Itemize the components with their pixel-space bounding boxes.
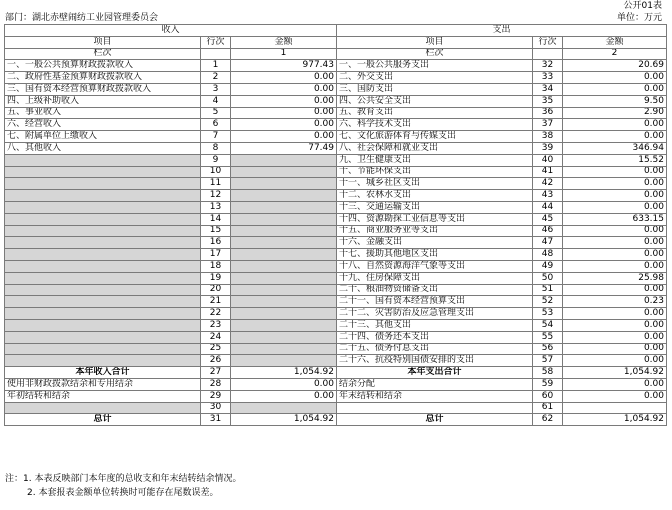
expense-amount-cell: 0.00 (563, 72, 667, 84)
income-seq-cell: 19 (201, 272, 231, 284)
income-item-cell (5, 343, 201, 355)
expense-item-cell: 一、一般公共服务支出 (337, 60, 533, 72)
income-seq-cell: 14 (201, 213, 231, 225)
income-seq-cell: 21 (201, 296, 231, 308)
income-item-cell (5, 237, 201, 249)
expense-item-cell: 十七、援助其他地区支出 (337, 249, 533, 261)
expense-seq-cell: 44 (533, 201, 563, 213)
expense-item-cell: 十二、农林水支出 (337, 190, 533, 202)
expense-seq-cell: 53 (533, 308, 563, 320)
expense-amount-cell: 0.00 (563, 166, 667, 178)
expense-amount-cell: 0.00 (563, 178, 667, 190)
income-amount-cell (231, 308, 337, 320)
income-item-cell: 六、经营收入 (5, 119, 201, 131)
income-amount-cell: 0.00 (231, 107, 337, 119)
table-row (5, 319, 667, 331)
income-grand-total-amount: 1,054.92 (231, 414, 337, 426)
income-total-amount: 1,054.92 (231, 367, 337, 379)
expense-seq-cell: 52 (533, 296, 563, 308)
income-amount-cell (231, 272, 337, 284)
expense-amount-cell: 0.00 (563, 378, 667, 390)
income-seq-cell: 7 (201, 131, 231, 143)
expense-seq-cell: 47 (533, 237, 563, 249)
income-grand-total-seq: 31 (201, 414, 231, 426)
income-item-cell (5, 296, 201, 308)
table-row (5, 343, 667, 355)
income-item-cell: 一、一般公共预算财政拨款收入 (5, 60, 201, 72)
income-seq-cell: 2 (201, 72, 231, 84)
expense-amount-cell: 0.00 (563, 201, 667, 213)
expense-section-header: 支出 (337, 25, 667, 37)
expense-amount-cell (563, 402, 667, 414)
expense-seq-cell: 46 (533, 225, 563, 237)
form-number: 公开01表 (623, 1, 662, 11)
expense-item-cell: 十四、资源勘探工业信息等支出 (337, 213, 533, 225)
expense-seq-cell: 54 (533, 319, 563, 331)
expense-column-number: 2 (563, 48, 667, 60)
expense-amount-cell: 0.00 (563, 249, 667, 261)
income-section-header: 收入 (5, 25, 337, 37)
income-item-cell: 三、国有资本经营预算财政拨款收入 (5, 83, 201, 95)
income-item-cell: 四、上级补助收入 (5, 95, 201, 107)
expense-grand-total-seq: 62 (533, 414, 563, 426)
income-amount-cell (231, 331, 337, 343)
table-row (5, 190, 667, 202)
expense-item-cell: 四、公共安全支出 (337, 95, 533, 107)
expense-item-cell: 结余分配 (337, 378, 533, 390)
income-seq-cell: 12 (201, 190, 231, 202)
income-seq-cell: 6 (201, 119, 231, 131)
expense-seq-cell: 57 (533, 355, 563, 367)
income-amount-cell: 0.00 (231, 72, 337, 84)
income-seq-cell: 16 (201, 237, 231, 249)
income-item-cell (5, 178, 201, 190)
table-row (5, 60, 667, 72)
income-column-number: 1 (231, 48, 337, 60)
expense-seq-cell: 48 (533, 249, 563, 261)
income-amount-cell (231, 355, 337, 367)
table-row (5, 402, 667, 414)
income-amount-cell: 977.43 (231, 60, 337, 72)
table-row (5, 296, 667, 308)
income-item-cell: 使用非财政拨款结余和专用结余 (5, 378, 201, 390)
income-amount-cell (231, 154, 337, 166)
income-seq-cell: 30 (201, 402, 231, 414)
expense-item-header: 项目 (337, 36, 533, 48)
income-item-cell: 二、政府性基金预算财政拨款收入 (5, 72, 201, 84)
expense-item-cell: 十、节能环保支出 (337, 166, 533, 178)
table-row (5, 378, 667, 390)
income-item-cell (5, 308, 201, 320)
income-amount-cell: 0.00 (231, 83, 337, 95)
expense-grand-total-label: 总计 (337, 414, 533, 426)
expense-seq-cell: 43 (533, 190, 563, 202)
expense-total-seq: 58 (533, 367, 563, 379)
income-item-cell (5, 154, 201, 166)
income-amount-cell (231, 225, 337, 237)
expense-seq-cell: 38 (533, 131, 563, 143)
expense-seq-cell: 33 (533, 72, 563, 84)
income-amount-cell (231, 284, 337, 296)
income-seq-cell: 26 (201, 355, 231, 367)
expense-item-cell: 二、外交支出 (337, 72, 533, 84)
income-amount-cell: 0.00 (231, 390, 337, 402)
column-index-row (5, 48, 667, 60)
budget-table (4, 24, 667, 426)
income-seq-cell: 4 (201, 95, 231, 107)
income-seq-cell: 8 (201, 142, 231, 154)
income-seq-cell: 9 (201, 154, 231, 166)
income-amount-cell: 0.00 (231, 119, 337, 131)
expense-seq-cell: 56 (533, 343, 563, 355)
table-row (5, 154, 667, 166)
income-item-cell (5, 272, 201, 284)
expense-amount-cell: 15.52 (563, 154, 667, 166)
income-item-cell: 年初结转和结余 (5, 390, 201, 402)
expense-amount-cell: 9.50 (563, 95, 667, 107)
income-item-cell (5, 249, 201, 261)
expense-amount-cell: 0.00 (563, 355, 667, 367)
expense-item-cell: 五、教育支出 (337, 107, 533, 119)
department-label: 部门：湖北赤壁闹纺工业园管理委员会 (5, 13, 159, 23)
expense-seq-cell: 42 (533, 178, 563, 190)
income-item-cell (5, 402, 201, 414)
expense-amount-cell: 0.00 (563, 260, 667, 272)
expense-item-cell: 十五、商业服务业等支出 (337, 225, 533, 237)
expense-amount-cell: 2.90 (563, 107, 667, 119)
expense-item-cell: 二十五、债务付息支出 (337, 343, 533, 355)
income-amount-cell: 77.49 (231, 142, 337, 154)
income-item-cell (5, 213, 201, 225)
expense-amount-cell: 0.00 (563, 308, 667, 320)
income-amount-header: 金额 (231, 36, 337, 48)
income-amount-cell (231, 260, 337, 272)
income-item-cell (5, 284, 201, 296)
expense-seq-cell: 60 (533, 390, 563, 402)
table-row (5, 390, 667, 402)
expense-total-amount: 1,054.92 (563, 367, 667, 379)
income-item-cell: 五、事业收入 (5, 107, 201, 119)
income-amount-cell (231, 178, 337, 190)
income-seq-cell: 10 (201, 166, 231, 178)
income-index-label: 栏次 (5, 48, 201, 60)
income-seq-cell: 20 (201, 284, 231, 296)
expense-item-cell: 七、文化旅游体育与传媒支出 (337, 131, 533, 143)
income-amount-cell (231, 319, 337, 331)
income-amount-cell: 0.00 (231, 131, 337, 143)
income-seq-cell: 3 (201, 83, 231, 95)
expense-item-cell: 十六、金融支出 (337, 237, 533, 249)
expense-seq-cell: 36 (533, 107, 563, 119)
income-amount-cell (231, 166, 337, 178)
expense-item-cell: 十三、交通运输支出 (337, 201, 533, 213)
expense-amount-cell: 0.23 (563, 296, 667, 308)
expense-seq-cell: 39 (533, 142, 563, 154)
expense-seq-cell: 32 (533, 60, 563, 72)
expense-seq-cell: 37 (533, 119, 563, 131)
income-amount-cell: 0.00 (231, 95, 337, 107)
table-row (5, 201, 667, 213)
income-grand-total-label: 总计 (5, 414, 201, 426)
table-row (5, 131, 667, 143)
income-item-cell (5, 331, 201, 343)
income-index-seq (201, 48, 231, 60)
table-row (5, 72, 667, 84)
income-seq-cell: 11 (201, 178, 231, 190)
expense-item-cell: 二十四、债务还本支出 (337, 331, 533, 343)
grand-total-row (5, 414, 667, 426)
income-amount-cell (231, 296, 337, 308)
income-amount-cell (231, 237, 337, 249)
note-1: 注：1. 本表反映部门本年度的总收支和年末结转结余情况。 (5, 474, 242, 484)
income-seq-cell: 25 (201, 343, 231, 355)
table-row (5, 142, 667, 154)
income-seq-cell: 28 (201, 378, 231, 390)
unit-label: 单位：万元 (616, 13, 662, 23)
expense-seq-cell: 49 (533, 260, 563, 272)
income-item-cell: 七、附属单位上缴收入 (5, 131, 201, 143)
expense-item-cell: 二十一、国有资本经营预算支出 (337, 296, 533, 308)
expense-amount-cell: 0.00 (563, 119, 667, 131)
table-row (5, 83, 667, 95)
income-item-cell (5, 166, 201, 178)
income-seq-cell: 17 (201, 249, 231, 261)
expense-item-cell (337, 402, 533, 414)
expense-item-cell: 三、国防支出 (337, 83, 533, 95)
income-seq-cell: 5 (201, 107, 231, 119)
income-item-cell (5, 260, 201, 272)
table-row (5, 237, 667, 249)
total-row (5, 367, 667, 379)
expense-seq-cell: 41 (533, 166, 563, 178)
expense-amount-header: 金额 (563, 36, 667, 48)
table-row (5, 260, 667, 272)
income-seq-cell: 23 (201, 319, 231, 331)
expense-item-cell: 二十、粮油物资储备支出 (337, 284, 533, 296)
column-header-row (5, 36, 667, 48)
expense-total-label: 本年支出合计 (337, 367, 533, 379)
table-row (5, 213, 667, 225)
expense-amount-cell: 633.15 (563, 213, 667, 225)
income-seq-cell: 15 (201, 225, 231, 237)
expense-item-cell: 六、科学技术支出 (337, 119, 533, 131)
expense-amount-cell: 20.69 (563, 60, 667, 72)
expense-seq-cell: 51 (533, 284, 563, 296)
table-row (5, 225, 667, 237)
table-row (5, 107, 667, 119)
table-row (5, 119, 667, 131)
expense-item-cell: 十九、住房保障支出 (337, 272, 533, 284)
income-item-cell (5, 355, 201, 367)
expense-index-label: 栏次 (337, 48, 533, 60)
expense-amount-cell: 346.94 (563, 142, 667, 154)
expense-item-cell: 九、卫生健康支出 (337, 154, 533, 166)
income-item-cell (5, 225, 201, 237)
table-row (5, 355, 667, 367)
income-amount-cell (231, 213, 337, 225)
expense-amount-cell: 25.98 (563, 272, 667, 284)
income-amount-cell: 0.00 (231, 378, 337, 390)
income-amount-cell (231, 201, 337, 213)
table-row (5, 249, 667, 261)
expense-item-cell: 二十六、抗疫特别国债安排的支出 (337, 355, 533, 367)
income-seq-cell: 18 (201, 260, 231, 272)
expense-seq-cell: 59 (533, 378, 563, 390)
expense-amount-cell: 0.00 (563, 331, 667, 343)
expense-grand-total-amount: 1,054.92 (563, 414, 667, 426)
expense-seq-cell: 34 (533, 83, 563, 95)
income-seq-cell: 22 (201, 308, 231, 320)
income-seq-header: 行次 (201, 36, 231, 48)
income-seq-cell: 1 (201, 60, 231, 72)
expense-item-cell: 二十二、灾害防治及应急管理支出 (337, 308, 533, 320)
income-total-seq: 27 (201, 367, 231, 379)
income-amount-cell (231, 190, 337, 202)
expense-amount-cell: 0.00 (563, 190, 667, 202)
expense-amount-cell: 0.00 (563, 390, 667, 402)
income-seq-cell: 13 (201, 201, 231, 213)
expense-seq-cell: 61 (533, 402, 563, 414)
expense-item-cell: 年末结转和结余 (337, 390, 533, 402)
expense-seq-cell: 45 (533, 213, 563, 225)
table-row (5, 284, 667, 296)
income-item-cell (5, 190, 201, 202)
expense-amount-cell: 0.00 (563, 131, 667, 143)
expense-amount-cell: 0.00 (563, 319, 667, 331)
expense-seq-cell: 35 (533, 95, 563, 107)
note-2: 2. 本套报表金额单位转换时可能存在尾数误差。 (27, 488, 219, 498)
expense-amount-cell: 0.00 (563, 284, 667, 296)
table-row (5, 178, 667, 190)
income-seq-cell: 29 (201, 390, 231, 402)
income-amount-cell (231, 249, 337, 261)
income-total-label: 本年收入合计 (5, 367, 201, 379)
expense-amount-cell: 0.00 (563, 225, 667, 237)
expense-item-cell: 十八、自然资源海洋气象等支出 (337, 260, 533, 272)
table-row (5, 331, 667, 343)
table-row (5, 272, 667, 284)
expense-seq-cell: 55 (533, 331, 563, 343)
income-amount-cell (231, 343, 337, 355)
expense-index-seq (533, 48, 563, 60)
expense-item-cell: 十一、城乡社区支出 (337, 178, 533, 190)
table-row (5, 166, 667, 178)
income-item-cell (5, 319, 201, 331)
expense-item-cell: 八、社会保障和就业支出 (337, 142, 533, 154)
income-seq-cell: 24 (201, 331, 231, 343)
income-item-header: 项目 (5, 36, 201, 48)
expense-amount-cell: 0.00 (563, 237, 667, 249)
expense-item-cell: 二十三、其他支出 (337, 319, 533, 331)
expense-amount-cell: 0.00 (563, 83, 667, 95)
income-item-cell (5, 201, 201, 213)
income-item-cell: 八、其他收入 (5, 142, 201, 154)
expense-seq-cell: 50 (533, 272, 563, 284)
table-row (5, 308, 667, 320)
expense-amount-cell: 0.00 (563, 343, 667, 355)
expense-seq-cell: 40 (533, 154, 563, 166)
section-header-row (5, 25, 667, 37)
table-row (5, 95, 667, 107)
expense-seq-header: 行次 (533, 36, 563, 48)
income-amount-cell (231, 402, 337, 414)
